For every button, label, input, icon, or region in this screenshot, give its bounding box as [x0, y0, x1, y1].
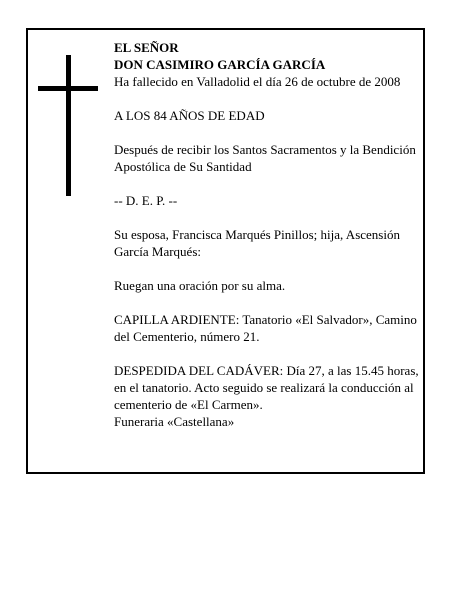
- obituary-text: [114, 39, 419, 430]
- cross-icon: [66, 55, 71, 196]
- family-text: Su esposa, Francisca Marqués Pinillos; hija, Ascensión García Marqués:: [114, 227, 400, 259]
- prayer-text: Ruegan una oración por su alma.: [114, 278, 286, 293]
- rip-line: -- D. E. P. --: [114, 193, 178, 208]
- cross-icon-bar: [38, 86, 98, 91]
- chapel-text: CAPILLA ARDIENTE: Tanatorio «El Salvador», Camino del Cementerio, número 21.: [114, 312, 417, 344]
- funeral-home: Funeraria «Castellana»: [114, 414, 235, 429]
- age-line: A LOS 84 AÑOS DE EDAD: [114, 108, 265, 123]
- sacraments-text: Después de recibir los Santos Sacramentos y la Bendición Apostólica de Su Santidad: [114, 142, 416, 174]
- deceased-name: DON CASIMIRO GARCÍA GARCÍA: [114, 57, 326, 72]
- title-line-1: EL SEÑOR: [114, 40, 179, 55]
- farewell-text: DESPEDIDA DEL CADÁVER: Día 27, a las 15.45 horas, en el tanatorio. Acto seguido se realizará la conducción al cementerio de «El Carmen».: [114, 363, 419, 412]
- death-notice: Ha fallecido en Valladolid el día 26 de octubre de 2008: [114, 74, 401, 89]
